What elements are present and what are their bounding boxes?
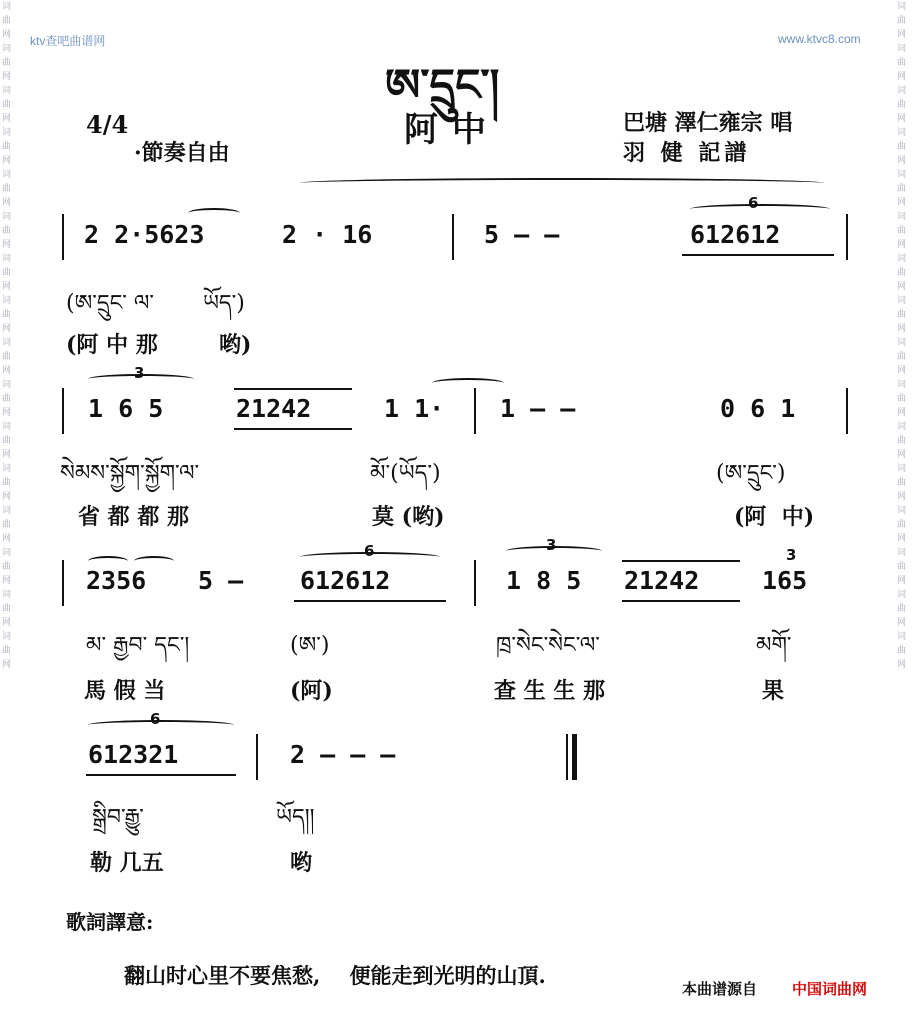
tuplet-bracket — [88, 720, 234, 730]
title-chinese: 阿中 — [404, 110, 500, 150]
phrase-slur — [300, 178, 824, 188]
beam — [682, 254, 834, 256]
system-1-tibetan: (ཨ་དྲུང་ ལ་ ཡོད་) — [66, 291, 245, 316]
tempo-marking: ·節奏自由 — [134, 140, 230, 166]
title-tibetan: ཨ་དྲུང་། — [385, 60, 500, 111]
system-3-tibetan-b: (ཨ་) — [290, 633, 330, 658]
tuplet-bracket — [690, 204, 830, 214]
measure-4b-notes: 0 6 1 — [720, 394, 796, 423]
barline — [846, 388, 848, 434]
measure-1-notes: 2 2·5623 — [84, 220, 205, 249]
system-2-tibetan-c: (ཨ་དྲུང་) — [716, 461, 786, 486]
beam — [86, 774, 236, 776]
system-1-chinese: (阿 中 那 哟) — [66, 332, 252, 358]
system-3-chinese-a: 馬 假 当 — [84, 678, 166, 704]
measure-5-notes: 2356 — [86, 566, 147, 595]
system-2-chinese-b: 莫 (哟) — [372, 504, 445, 530]
measure-5c-notes: 612612 — [300, 566, 391, 595]
beam — [622, 600, 740, 602]
barline — [62, 214, 64, 260]
beam — [622, 560, 740, 562]
measure-3b-notes: 21242 — [236, 394, 312, 423]
credit-singer: 巴塘 澤仁雍宗 唱 — [623, 110, 793, 136]
lyrics-translation: 翻山时心里不要焦愁, 便能走到光明的山頂. — [124, 963, 546, 988]
tuplet-bracket — [506, 546, 602, 556]
measure-1b-notes: 2 · 16 — [282, 220, 373, 249]
time-signature: 4/4 — [86, 110, 129, 139]
tuplet-3: 3 — [134, 364, 145, 382]
system-3-tibetan-c: ཁྲ་སེང་སེང་ལ་ — [496, 633, 600, 658]
measure-2-notes: 5 — — — [484, 220, 560, 249]
watermark-right[interactable]: www.ktvc8.com — [778, 32, 861, 46]
credit-notator: 羽 健 記譜 — [623, 140, 751, 166]
system-3-chinese-c: 查 生 生 那 — [494, 678, 605, 704]
barline — [62, 388, 64, 434]
watermark-left[interactable]: ktv查吧曲谱网 — [30, 34, 106, 48]
beam — [234, 428, 352, 430]
lyrics-heading: 歌詞譯意: — [66, 910, 154, 934]
beam — [234, 388, 352, 390]
right-side-watermark: 词曲网词曲网词曲网词曲网词曲网词曲网词曲网词曲网词曲网词曲网词曲网词曲网词曲网词曲网词曲网词曲网 — [897, 2, 907, 670]
tuplet-6: 6 — [364, 542, 375, 560]
measure-2b-notes: 612612 — [690, 220, 781, 249]
measure-3-notes: 1 6 5 — [88, 394, 164, 423]
measure-6-notes: 1 8 5 — [506, 566, 582, 595]
barline — [474, 388, 476, 434]
measure-5b-notes: 5 — — [198, 566, 244, 595]
measure-7-notes: 612321 — [88, 740, 179, 769]
measure-4-notes: 1 — — — [500, 394, 576, 423]
measure-6b-notes: 21242 — [624, 566, 700, 595]
barline — [846, 214, 848, 260]
tie — [432, 378, 504, 388]
tuplet-6: 6 — [150, 710, 161, 728]
system-4-tibetan-a: སྒྲིབ་རྒྱུ་ — [92, 805, 144, 830]
barline — [256, 734, 258, 780]
system-2-tibetan-a: སེམས་སྐྱོག་སྐྱོག་ལ་ — [60, 461, 200, 486]
system-3-tibetan-d: མགོ་ — [756, 633, 792, 658]
left-side-watermark: 词曲网词曲网词曲网词曲网词曲网词曲网词曲网词曲网词曲网词曲网词曲网词曲网词曲网词曲网词曲网词曲网 — [2, 2, 12, 670]
system-3-chinese-b: (阿) — [290, 678, 333, 704]
system-4-chinese-a: 勒 几五 — [90, 850, 164, 876]
beam — [294, 600, 446, 602]
tuplet-3: 3 — [786, 546, 797, 564]
tuplet-bracket — [300, 552, 440, 562]
system-2-chinese-a: 省 都 都 那 — [78, 504, 189, 530]
measure-6c-notes: 165 — [762, 566, 808, 595]
system-4-chinese-b: 哟 — [290, 850, 313, 876]
measure-3c-notes: 1 1· — [384, 394, 445, 423]
barline — [452, 214, 454, 260]
tuplet-bracket — [88, 374, 194, 384]
barline — [474, 560, 476, 606]
slur — [88, 556, 128, 566]
system-2-chinese-c: (阿 中) — [734, 504, 815, 530]
system-3-chinese-d: 果 — [762, 678, 785, 704]
measure-8-notes: 2 — — — — [290, 740, 396, 769]
tuplet-6: 6 — [748, 194, 759, 212]
final-barline-thick — [572, 734, 577, 780]
system-4-tibetan-b: ཡོད།། — [276, 805, 315, 830]
slur — [188, 208, 240, 218]
system-2-tibetan-b: མོ་(ཡོད་) — [370, 461, 441, 486]
tuplet-3: 3 — [546, 536, 557, 554]
source-label: 本曲谱源自 — [682, 981, 758, 998]
slur — [134, 556, 174, 566]
final-barline-thin — [566, 734, 568, 780]
source-site-link[interactable]: 中国词曲网 — [792, 981, 868, 998]
system-3-tibetan-a: མ་ རྒྱབ་ དང་། — [86, 633, 190, 658]
barline — [62, 560, 64, 606]
